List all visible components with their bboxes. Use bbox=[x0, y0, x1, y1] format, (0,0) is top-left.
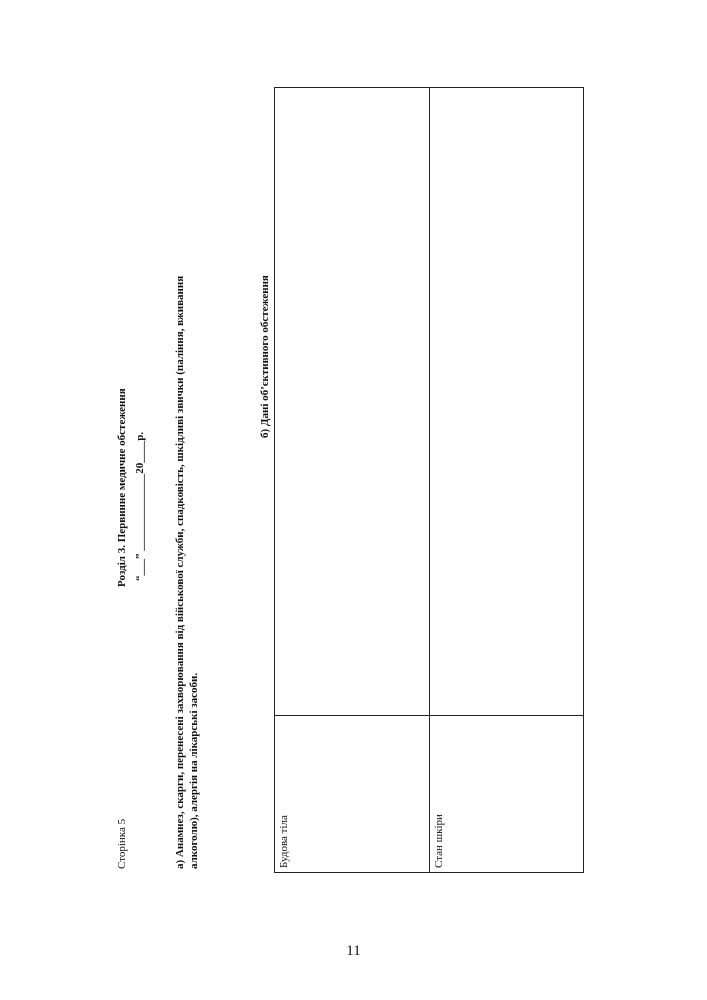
anamnesis-text-line-2: алкоголю), алергія на лікарські засоби. bbox=[187, 672, 200, 869]
row-label-skin-condition: Стан шкіри bbox=[430, 715, 584, 872]
table-row bbox=[430, 88, 584, 872]
page-number: 11 bbox=[346, 943, 361, 959]
objective-exam-title: б) Дані об’єктивного обстеження bbox=[258, 275, 271, 438]
anamnesis-text-line-1: а) Анамнез, скарги, перенесені захворювання від військової служби, спадковість, шкідливі звички (паління, вживання bbox=[173, 275, 186, 869]
exam-table bbox=[274, 87, 584, 873]
rotated-form bbox=[94, 73, 614, 873]
table-row bbox=[275, 88, 430, 872]
section-title: Розділ 3. Первинне медичне обстеження bbox=[115, 388, 128, 587]
page-label: Сторінка 5 bbox=[115, 818, 128, 869]
date-line: “___” ______________20____р. bbox=[133, 431, 146, 581]
row-value-skin-condition[interactable] bbox=[430, 88, 584, 715]
row-label-body-build: Будова тіла bbox=[275, 715, 429, 872]
row-value-body-build[interactable] bbox=[275, 88, 429, 715]
